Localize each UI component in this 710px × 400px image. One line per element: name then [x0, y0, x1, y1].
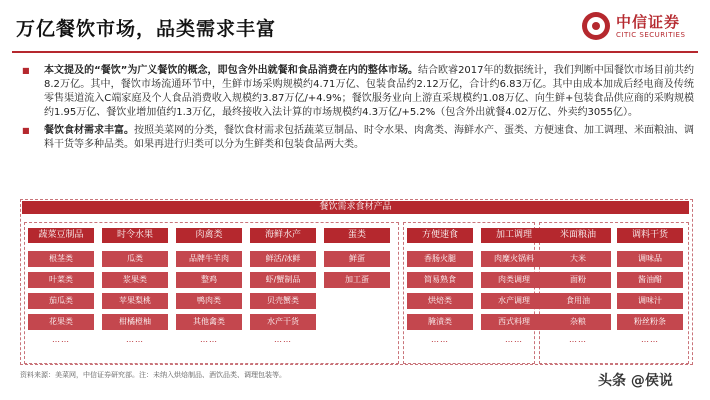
category-item: 贝壳蟹类 — [250, 293, 316, 309]
category-header: 蔬菜豆制品 — [28, 228, 94, 243]
category-column — [250, 228, 316, 347]
category-header: 米面粮油 — [545, 228, 611, 243]
category-more: …… — [274, 335, 292, 344]
category-item: 苹果梨桃 — [102, 293, 168, 309]
bullet-text: 结合欧睿2017年的数据统计，我们判断中国餐饮市场目前共约8.2万亿。其中，餐饮市场流通环节中，生鲜市场采购规模约4.71万亿、包装食品约2.12万亿，合计约6.83万亿。其中由成本加成后经电商及传统零售渠道流入C端家庭及个人食品消费收入规模约3.87万亿/+4.9%；餐饮服务业向上游直采规模约1.08万亿、向生鲜+包装食品供应商的采购规模约1.95万亿、餐饮业增加值约1.3万亿，最终接收入法计算的市场规模约4.3万亿/+5.2%（包含外出就餐4.02万亿、外卖约3055亿）。 — [44, 65, 694, 118]
category-item: 柑橘橙柚 — [102, 314, 168, 330]
category-more: …… — [431, 335, 449, 344]
category-column — [102, 228, 168, 347]
category-item: 腌渍类 — [407, 314, 473, 330]
category-header: 加工调理 — [481, 228, 547, 243]
category-column — [324, 228, 390, 293]
category-item: 虾/蟹制品 — [250, 272, 316, 288]
category-item: 叶菜类 — [28, 272, 94, 288]
category-item: 西式料理 — [481, 314, 547, 330]
category-item: 大米 — [545, 251, 611, 267]
category-item: 鲜蛋 — [324, 251, 390, 267]
category-column — [176, 228, 242, 347]
category-item: 加工蛋 — [324, 272, 390, 288]
category-more: …… — [200, 335, 218, 344]
category-header: 方便速食 — [407, 228, 473, 243]
category-item: 粉丝粉条 — [617, 314, 683, 330]
category-column — [28, 228, 94, 347]
category-more: …… — [52, 335, 70, 344]
category-column — [481, 228, 547, 347]
category-more: …… — [641, 335, 659, 344]
category-item: 浆果类 — [102, 272, 168, 288]
category-header: 时令水果 — [102, 228, 168, 243]
category-item: 其他禽类 — [176, 314, 242, 330]
category-more: …… — [126, 335, 144, 344]
page-title: 万亿餐饮市场，品类需求丰富 — [16, 18, 277, 40]
bullet-lead: 本文提及的“餐饮”为广义餐饮的概念，即包含外出就餐和食品消费在内的整体市场。 — [44, 65, 418, 76]
category-item: 烘焙类 — [407, 293, 473, 309]
source-note: 资料来源：美菜网，中信证券研究部。注：未纳入烘焙制品、酒饮品类、调理包装等。 — [20, 371, 286, 379]
logo-emblem-icon — [582, 12, 610, 40]
brand-logo — [582, 9, 700, 45]
category-item: 鲜活/冰鲜 — [250, 251, 316, 267]
category-item: 调味品 — [617, 251, 683, 267]
category-item: 简易熟食 — [407, 272, 473, 288]
category-item: 肉糜火锅料 — [481, 251, 547, 267]
bullet-item-demand — [22, 124, 694, 152]
category-item: 茄瓜类 — [28, 293, 94, 309]
category-item: 花果类 — [28, 314, 94, 330]
category-item: 面粉 — [545, 272, 611, 288]
logo-name-cn: 中信证券 — [616, 13, 681, 31]
logo-name-en: CITIC SECURITIES — [616, 31, 686, 39]
bullet-text: 按照美菜网的分类，餐饮食材需求包括蔬菜豆制品、时令水果、肉禽类、海鲜水产、蛋类、方便速食、加工调理、米面粮油、调料干货等多种品类。如果再进行归类可以分为生鲜类和包装食品两大类。 — [44, 125, 694, 150]
category-item: 根茎类 — [28, 251, 94, 267]
category-item: 香肠火腿 — [407, 251, 473, 267]
category-header: 海鲜水产 — [250, 228, 316, 243]
category-column — [407, 228, 473, 347]
bullet-list — [22, 64, 694, 156]
category-header: 调料干货 — [617, 228, 683, 243]
category-item: 品牌牛羊肉 — [176, 251, 242, 267]
bullet-lead: 餐饮食材需求丰富。 — [44, 125, 134, 136]
category-item: 水产干货 — [250, 314, 316, 330]
category-more: …… — [505, 335, 523, 344]
category-more: …… — [569, 335, 587, 344]
category-item: 肉类调理 — [481, 272, 547, 288]
category-header: 肉禽类 — [176, 228, 242, 243]
category-header: 蛋类 — [324, 228, 390, 243]
category-column — [545, 228, 611, 347]
category-item: 鸭肉类 — [176, 293, 242, 309]
category-column — [617, 228, 683, 347]
category-item: 食用油 — [545, 293, 611, 309]
category-item: 瓜类 — [102, 251, 168, 267]
title-divider — [12, 51, 698, 53]
bullet-item-market — [22, 64, 694, 120]
category-item: 整鸡 — [176, 272, 242, 288]
category-item: 水产调理 — [481, 293, 547, 309]
watermark: 头条 @侯说 — [598, 373, 673, 389]
category-item: 杂粮 — [545, 314, 611, 330]
diagram-title: 餐饮需求食材产品 — [22, 201, 689, 214]
category-item: 调味汁 — [617, 293, 683, 309]
category-item: 酱油醋 — [617, 272, 683, 288]
